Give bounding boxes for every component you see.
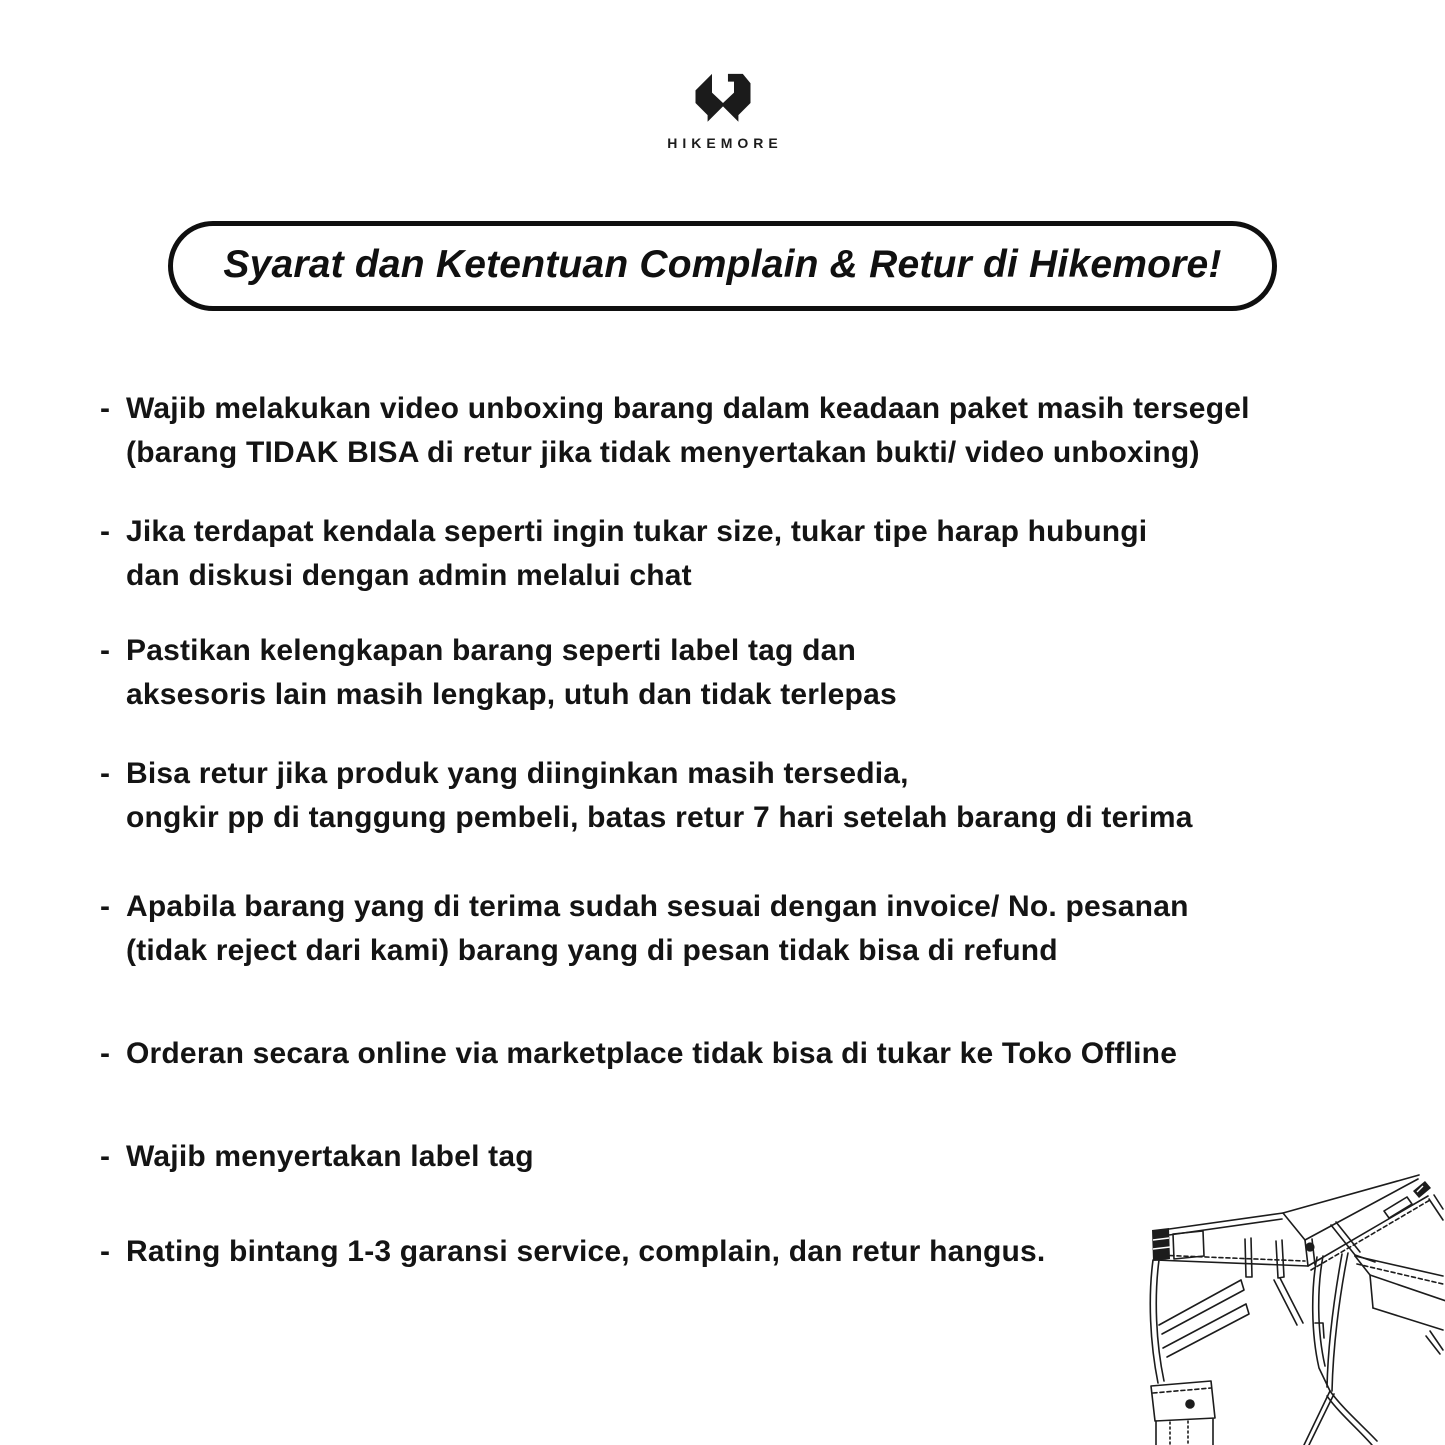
term-lines	[126, 1135, 534, 1179]
term-lines	[126, 885, 1189, 973]
term-bullet: -	[100, 890, 111, 923]
waist-button	[1305, 1242, 1314, 1251]
hikemore-m-logo-icon	[690, 68, 756, 126]
term-bullet: -	[100, 757, 111, 790]
term-line: Wajib menyertakan label tag	[126, 1140, 534, 1173]
brand-name: HIKEMORE	[667, 135, 783, 151]
title-banner	[168, 221, 1276, 311]
brand-header	[0, 0, 1445, 151]
term-lines	[126, 1230, 1045, 1274]
term-item	[100, 752, 1405, 840]
term-line: Wajib melakukan video unboxing barang dalam keadaan paket masih tersegel	[126, 392, 1250, 425]
term-line: (tidak reject dari kami) barang yang di pesan tidak bisa di refund	[126, 934, 1058, 967]
term-bullet: -	[100, 392, 111, 425]
cargo-pants-sketch-illustration	[1143, 1173, 1445, 1445]
term-line: dan diskusi dengan admin melalui chat	[126, 559, 692, 592]
cargo-pocket-flap	[1151, 1381, 1215, 1421]
term-item	[100, 387, 1405, 475]
term-bullet: -	[100, 515, 111, 548]
page-title: Syarat dan Ketentuan Complain & Retur di Hikemore!	[223, 243, 1222, 286]
term-lines	[126, 1032, 1177, 1076]
term-bullet: -	[100, 1235, 111, 1268]
term-line: aksesoris lain masih lengkap, utuh dan tidak terlepas	[126, 678, 897, 711]
term-lines	[126, 629, 897, 717]
term-lines	[126, 510, 1147, 598]
term-line: Pastikan kelengkapan barang seperti label tag dan	[126, 634, 857, 667]
term-bullet: -	[100, 634, 111, 667]
term-item	[100, 1032, 1405, 1076]
term-item	[100, 629, 1405, 717]
term-line: Apabila barang yang di terima sudah sesuai dengan invoice/ No. pesanan	[126, 890, 1189, 923]
terms-list	[0, 387, 1445, 1274]
term-item	[100, 510, 1405, 598]
term-line: Orderan secara online via marketplace tidak bisa di tukar ke Toko Offline	[126, 1037, 1178, 1070]
term-line: (barang TIDAK BISA di retur jika tidak menyertakan bukti/ video unboxing)	[126, 436, 1200, 469]
term-line: Bisa retur jika produk yang diinginkan masih tersedia,	[126, 757, 909, 790]
term-item	[100, 885, 1405, 973]
term-line: Jika terdapat kendala seperti ingin tukar size, tukar tipe harap hubungi	[126, 515, 1148, 548]
term-lines	[126, 752, 1193, 840]
belt-loop-solid	[1152, 1228, 1170, 1261]
term-bullet: -	[100, 1140, 111, 1173]
term-bullet: -	[100, 1037, 111, 1070]
term-lines	[126, 387, 1250, 475]
term-line: ongkir pp di tanggung pembeli, batas retur 7 hari setelah barang di terima	[126, 801, 1193, 834]
belt-loop	[1173, 1231, 1204, 1259]
pocket-button	[1185, 1399, 1195, 1409]
term-line: Rating bintang 1-3 garansi service, complain, dan retur hangus.	[126, 1235, 1046, 1268]
